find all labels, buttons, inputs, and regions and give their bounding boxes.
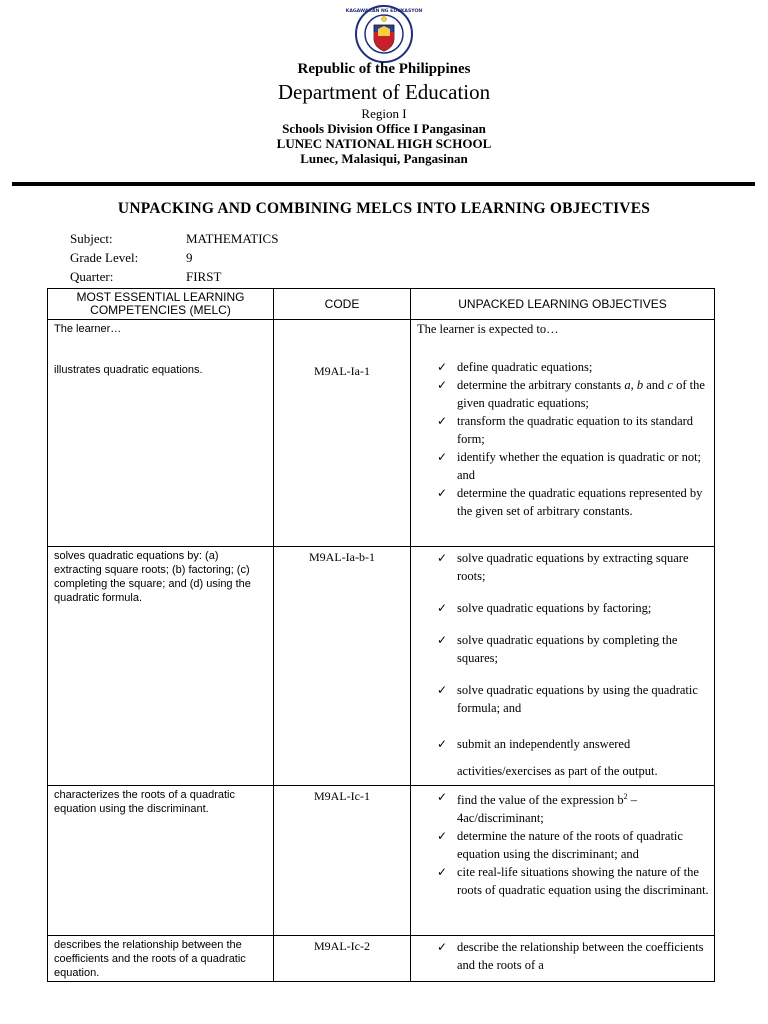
table-row: [48, 547, 715, 786]
code-cell: [274, 786, 411, 936]
header-divider: [12, 182, 755, 186]
region-line: Region I: [361, 106, 407, 121]
list-item: ✓ solve quadratic equations by using the quadratic formula; and: [437, 683, 698, 715]
melc-cell: [48, 936, 274, 982]
checkmark-icon: ✓: [437, 378, 448, 392]
list-item: ✓ describe the relationship between the coefficients and the roots of a: [437, 940, 704, 972]
checkmark-icon: ✓: [437, 360, 448, 374]
expected-lead: The learner is expected to…: [417, 322, 559, 336]
melc-cell: [48, 320, 274, 547]
grade-value: 9: [186, 250, 193, 265]
list-item: ✓ transform the quadratic equation to its standard form;: [437, 414, 694, 446]
objectives-cell: [411, 936, 715, 982]
list-item: ✓ solve quadratic equations by factoring;: [437, 601, 652, 615]
svg-text:KAGAWARAN NG EDUKASYON: KAGAWARAN NG EDUKASYON: [345, 9, 423, 14]
deped-seal: [345, 5, 423, 63]
list-item: ✓ find the value of the expression $b^2$ – 4ac/discriminant;: [437, 790, 637, 826]
melc-text: characterizes the roots of a quadratic equation using the discriminant.: [54, 789, 235, 815]
address-line: Lunec, Malasiqui, Pangasinan: [300, 151, 468, 166]
code-text: M9AL-Ia-b-1: [309, 550, 375, 564]
code-cell: [274, 320, 411, 547]
table-row: [48, 320, 715, 547]
checkmark-icon: ✓: [437, 450, 448, 464]
code-text: M9AL-Ic-1: [314, 789, 370, 803]
division-line: Schools Division Office I Pangasinan: [282, 121, 486, 136]
list-item: ✓ determine the nature of the roots of quadratic equation using the discriminant; and: [437, 829, 683, 862]
melc-cell: [48, 547, 274, 786]
header-melc: MOST ESSENTIAL LEARNING COMPETENCIES (MELC): [48, 289, 274, 320]
objectives-cell: [411, 547, 715, 786]
grade-label: Grade Level:: [70, 250, 139, 265]
table-row: [48, 936, 715, 982]
checkmark-icon: ✓: [437, 737, 448, 751]
checkmark-icon: ✓: [437, 486, 448, 500]
list-item: ✓ cite real-life situations showing the nature of the roots of quadratic equation using the discriminant.: [437, 865, 709, 898]
checkmark-icon: ✓: [437, 940, 448, 954]
objectives-cell: [411, 320, 715, 547]
quarter-label: Quarter:: [70, 269, 114, 284]
header-objectives: UNPACKED LEARNING OBJECTIVES: [411, 289, 715, 320]
header-code: CODE: [274, 289, 411, 320]
code-cell: [274, 936, 411, 982]
melc-table: [47, 288, 715, 982]
list-item: ✓ solve quadratic equations by completing the squares;: [437, 633, 678, 665]
checkmark-icon: ✓: [437, 601, 448, 615]
subject-value: MATHEMATICS: [186, 231, 279, 246]
learner-lead: The learner…: [54, 323, 122, 335]
list-item: ✓ determine the arbitrary constants a, b and c of the given quadratic equations;: [437, 378, 705, 410]
checkmark-icon: ✓: [437, 683, 448, 697]
department-line: Department of Education: [277, 80, 491, 104]
subject-label: Subject:: [70, 231, 113, 246]
code-text: M9AL-Ic-2: [314, 939, 370, 953]
checkmark-icon: ✓: [437, 633, 448, 647]
checkmark-icon: ✓: [437, 414, 448, 428]
school-line: LUNEC NATIONAL HIGH SCHOOL: [276, 136, 492, 151]
checkmark-icon: ✓: [437, 551, 448, 565]
table-header-row: [48, 289, 715, 320]
melc-text: illustrates quadratic equations.: [54, 364, 203, 376]
code-text: M9AL-Ia-1: [314, 364, 370, 378]
checkmark-icon: ✓: [437, 790, 448, 804]
document-title: UNPACKING AND COMBINING MELCS INTO LEARNING OBJECTIVES: [117, 200, 651, 217]
list-item: ✓ define quadratic equations;: [437, 360, 593, 374]
checkmark-icon: ✓: [437, 865, 448, 880]
list-item: ✓ identify whether the equation is quadratic or not; and: [437, 450, 702, 482]
list-item: ✓ solve quadratic equations by extracting square roots;: [437, 551, 689, 583]
objectives-cell: [411, 786, 715, 936]
republic-line: Republic of the Philippines: [297, 61, 471, 77]
table-row: [48, 786, 715, 936]
list-item: ✓ determine the quadratic equations represented by the given set of arbitrary constants.: [437, 486, 703, 518]
checkmark-icon: ✓: [437, 829, 448, 844]
melc-cell: [48, 786, 274, 936]
melc-text: describes the relationship between the coefficients and the roots of a quadratic equation.: [54, 939, 246, 979]
melc-text: solves quadratic equations by: (a) extracting square roots; (b) factoring; (c) completing the square; and (d) using the quadratic formula.: [54, 550, 251, 604]
code-cell: [274, 547, 411, 786]
list-item: ✓ submit an independently answered activities/exercises as part of the output.: [437, 731, 710, 785]
quarter-value: FIRST: [186, 269, 222, 284]
